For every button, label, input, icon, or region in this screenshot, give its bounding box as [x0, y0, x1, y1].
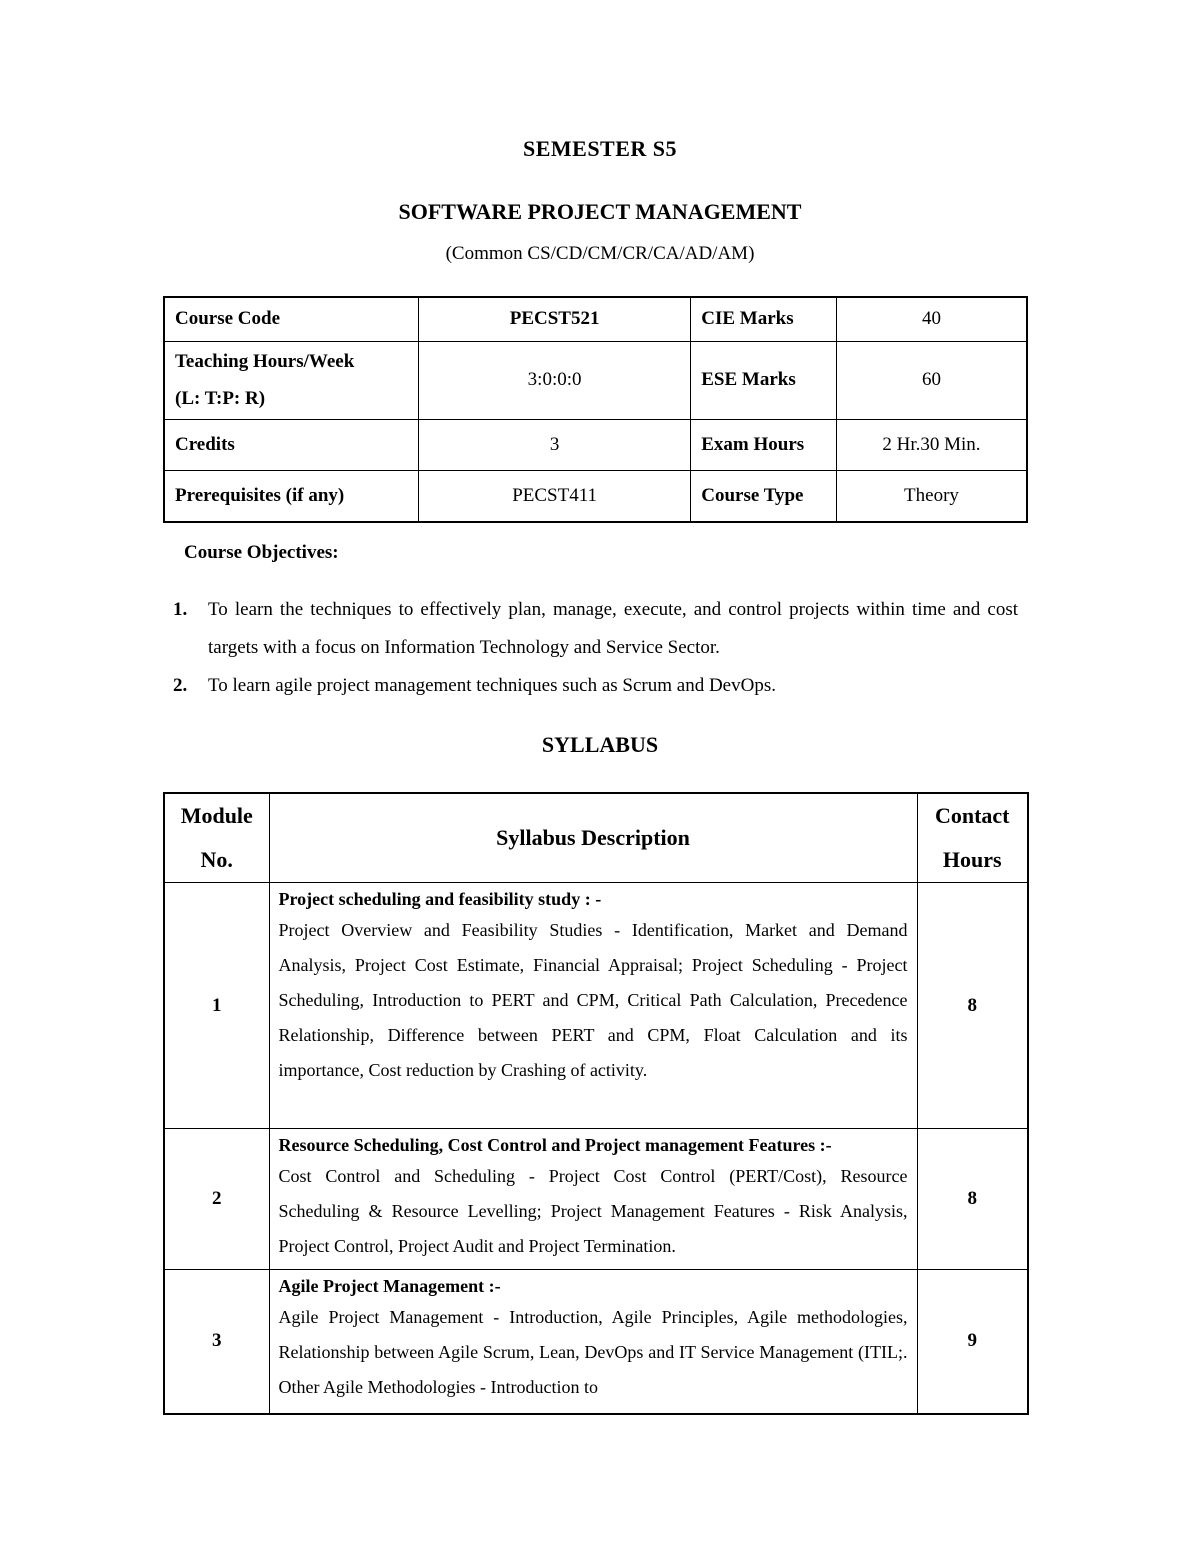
module-number: 3 — [164, 1270, 269, 1414]
course-type-label: Course Type — [691, 470, 837, 522]
table-row — [164, 419, 1027, 470]
cie-marks-value: 40 — [836, 297, 1027, 341]
course-objectives-heading: Course Objectives: — [184, 542, 339, 563]
syllabus-table — [163, 792, 1029, 1415]
contact-hours-header — [917, 793, 1028, 883]
objective-text: To learn agile project management techniques such as Scrum and DevOps. — [208, 675, 776, 696]
exam-hours-label: Exam Hours — [691, 419, 837, 470]
course-title: SOFTWARE PROJECT MANAGEMENT — [398, 199, 802, 224]
credits-label: Credits — [164, 419, 418, 470]
module-header-line1: Module — [180, 803, 253, 828]
objective-item — [173, 591, 1018, 667]
course-code-label: Course Code — [164, 297, 418, 341]
hours-header-line2: Hours — [942, 847, 1002, 872]
teaching-hours-value: 3:0:0:0 — [418, 341, 690, 419]
module-number: 2 — [164, 1129, 269, 1270]
syllabus-heading: SYLLABUS — [541, 732, 659, 757]
semester-heading: SEMESTER S5 — [522, 136, 678, 161]
table-row — [164, 1270, 1028, 1414]
module-description — [269, 1129, 917, 1270]
module-description — [269, 1270, 917, 1414]
objective-text: To learn the techniques to effectively plan, manage, execute, and control projects within time and cost targets with a focus on Information Technology and Service Sector. — [208, 599, 1018, 658]
prerequisites-value: PECST411 — [418, 470, 690, 522]
course-code-value: PECST521 — [418, 297, 690, 341]
syllabus-description-header: Syllabus Description — [269, 793, 917, 883]
module-header-line2: No. — [200, 847, 233, 872]
module-title: Resource Scheduling, Cost Control and Project management Features :- — [278, 1135, 832, 1155]
module-no-header — [164, 793, 269, 883]
hours-header-line1: Contact — [934, 803, 1010, 828]
ese-marks-value: 60 — [836, 341, 1027, 419]
module-body: Cost Control and Scheduling - Project Cost Control (PERT/Cost), Resource Scheduling & Resource Levelling; Project Management Features - Risk Analysis, Project Control, Project Audit and Project Termination. — [278, 1166, 908, 1256]
table-row — [164, 470, 1027, 522]
prerequisites-label: Prerequisites (if any) — [164, 470, 418, 522]
course-info-table — [163, 296, 1028, 523]
objective-item — [173, 667, 1018, 705]
module-body: Agile Project Management - Introduction, Agile Principles, Agile methodologies, Relationship between Agile Scrum, Lean, DevOps and IT Service Management (ITIL;. Other Agile Methodologies - Introduction to — [278, 1307, 908, 1397]
table-header-row — [164, 793, 1028, 883]
table-row — [164, 883, 1028, 1129]
credits-value: 3 — [418, 419, 690, 470]
teaching-hours-label-line1: Teaching Hours/Week — [175, 351, 355, 372]
course-type-value: Theory — [836, 470, 1027, 522]
table-row — [164, 1129, 1028, 1270]
teaching-hours-label-line2: (L: T:P: R) — [175, 388, 266, 409]
module-description — [269, 883, 917, 1129]
objective-number: 2. — [173, 675, 188, 696]
common-departments: (Common CS/CD/CM/CR/CA/AD/AM) — [445, 243, 755, 264]
exam-hours-value: 2 Hr.30 Min. — [836, 419, 1027, 470]
table-row — [164, 297, 1027, 341]
objective-number: 1. — [173, 599, 188, 620]
module-hours: 9 — [917, 1270, 1028, 1414]
module-title: Project scheduling and feasibility study : - — [278, 889, 602, 909]
module-body: Project Overview and Feasibility Studies - Identification, Market and Demand Analysis, Project Cost Estimate, Financial Appraisal; Project Scheduling - Project Scheduling, Introduction to PERT and CPM, Critical Path Calculation, Precedence Relationship, Difference between PERT and CPM, Float Calculation and its importance, Cost reduction by Crashing of activity. — [278, 920, 908, 1080]
table-row — [164, 341, 1027, 419]
module-hours: 8 — [917, 1129, 1028, 1270]
teaching-hours-label — [164, 341, 418, 419]
module-number: 1 — [164, 883, 269, 1129]
module-title: Agile Project Management :- — [278, 1276, 501, 1296]
ese-marks-label: ESE Marks — [691, 341, 837, 419]
cie-marks-label: CIE Marks — [691, 297, 837, 341]
module-hours: 8 — [917, 883, 1028, 1129]
